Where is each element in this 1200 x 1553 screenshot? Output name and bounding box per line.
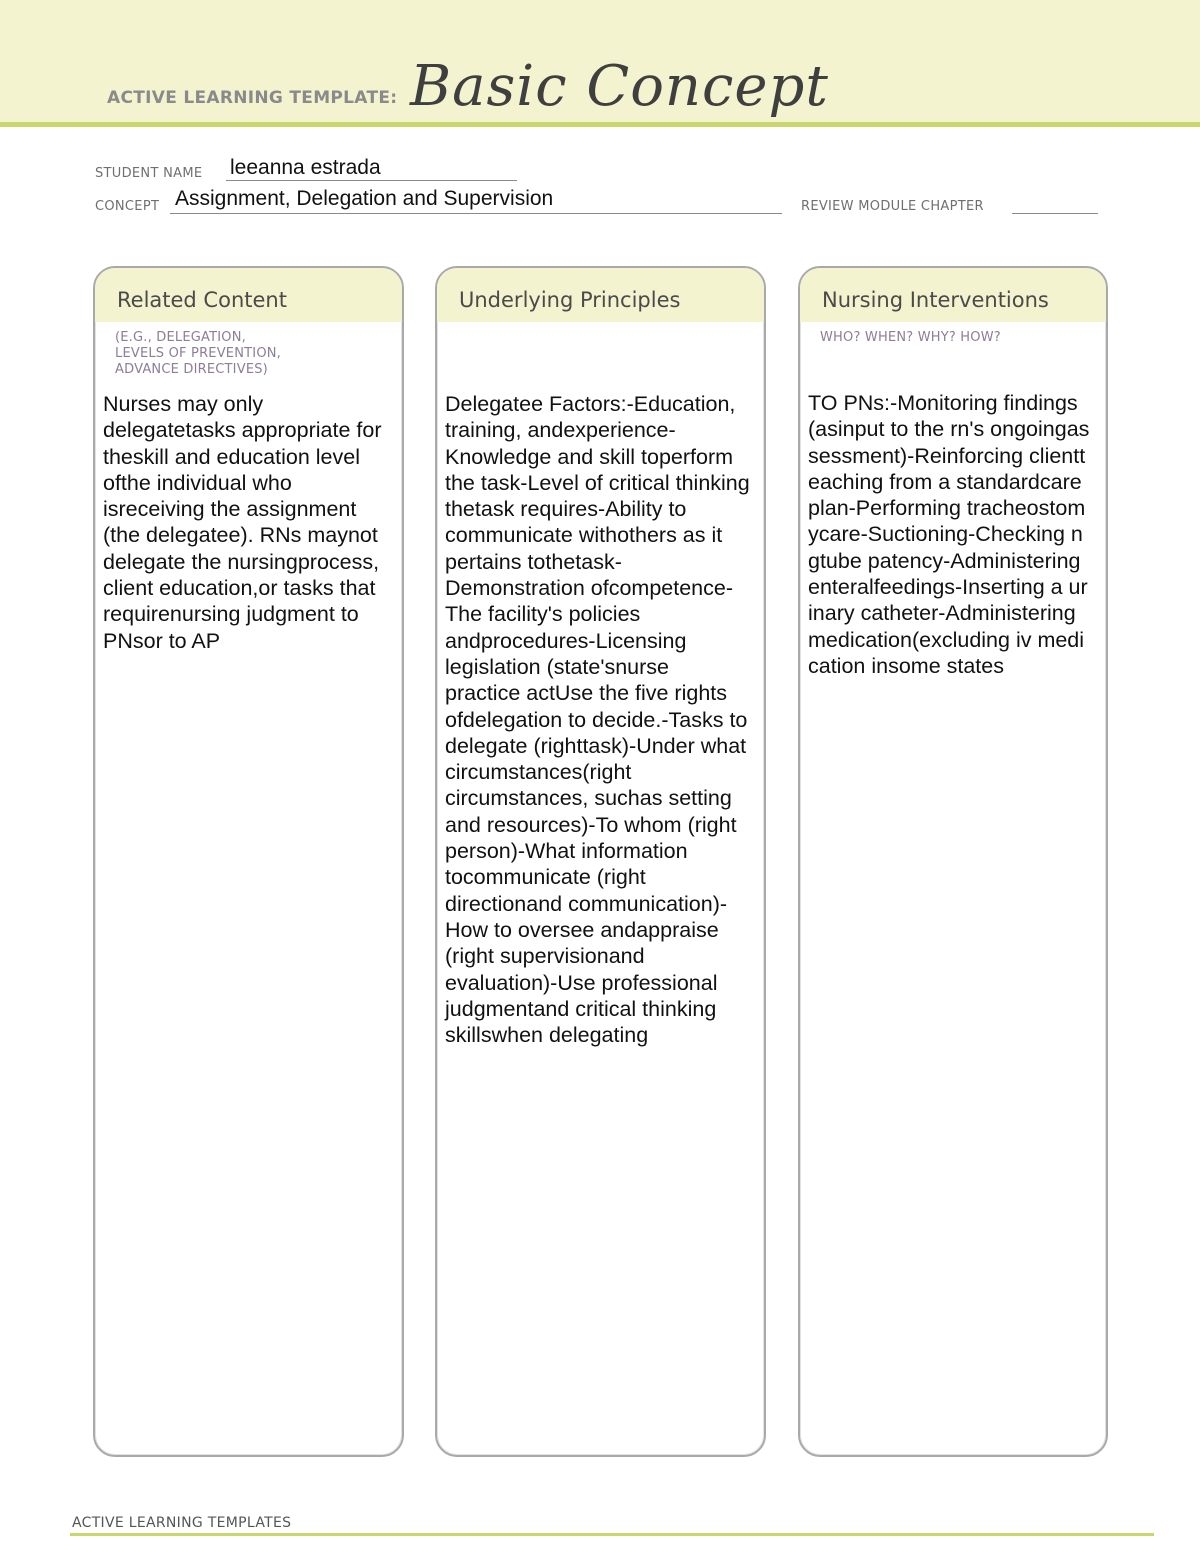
review-module-label: REVIEW MODULE CHAPTER xyxy=(801,199,984,214)
concept-line xyxy=(170,213,782,214)
header-rule xyxy=(0,122,1200,127)
related-content-title: Related Content xyxy=(117,288,287,312)
concept-value[interactable]: Assignment, Delegation and Supervision xyxy=(175,187,554,210)
nursing-interventions-card xyxy=(798,266,1108,1457)
student-name-line xyxy=(226,180,517,181)
footer-rule xyxy=(70,1533,1154,1536)
review-module-line xyxy=(1012,213,1098,214)
concept-label: CONCEPT xyxy=(95,199,160,214)
student-name-label: STUDENT NAME xyxy=(95,166,203,181)
underlying-principles-body[interactable]: Delegatee Factors:-Education, training, andexperience-Knowledge and skill toperform the task-Level of critical thinking thetask requires-Ability to communicate withothers as it pertains tothetask-Demonstration ofcompetence-The facility's policies andprocedures-Licensing legislation (state'snurse practice actUse the five rights ofdelegation to decide.-Tasks to delegate (righttask)-Under what circumstances(right circumstances, suchas setting and resources)-To whom (right person)-What information tocommunicate (right directionand communication)-How to oversee andappraise (right supervisionand evaluation)-Use professional judgmentand critical thinking skillswhen delegating xyxy=(445,392,750,1048)
footer-label: ACTIVE LEARNING TEMPLATES xyxy=(72,1515,292,1531)
related-content-subtitle: (E.G., DELEGATION, LEVELS OF PREVENTION, ADVANCE DIRECTIVES) xyxy=(115,330,282,377)
template-label: ACTIVE LEARNING TEMPLATE: xyxy=(107,88,398,108)
student-name-value[interactable]: leeanna estrada xyxy=(230,156,381,179)
nursing-interventions-title: Nursing Interventions xyxy=(822,288,1049,312)
nursing-interventions-body[interactable]: TO PNs:-Monitoring findings (asinput to the rn's ongoingassessment)-Reinforcing clientteaching from a standardcare plan-Performing tracheostomycare-Suctioning-Checking ngtube patency-Administering enteralfeedings-Inserting a urinary catheter-Administering medication(excluding iv medication insome states xyxy=(808,391,1090,678)
nursing-interventions-subtitle: WHO? WHEN? WHY? HOW? xyxy=(820,330,1001,345)
underlying-principles-card xyxy=(435,266,766,1457)
related-content-card xyxy=(93,266,404,1457)
template-title: Basic Concept xyxy=(410,54,829,119)
related-content-body[interactable]: Nurses may only delegatetasks appropriate for theskill and education level ofthe individual who isreceiving the assignment (the delegatee). RNs maynot delegate the nursingprocess, client education,or tasks that requirenursing judgment to PNsor to AP xyxy=(103,392,382,653)
underlying-principles-title: Underlying Principles xyxy=(459,288,681,312)
